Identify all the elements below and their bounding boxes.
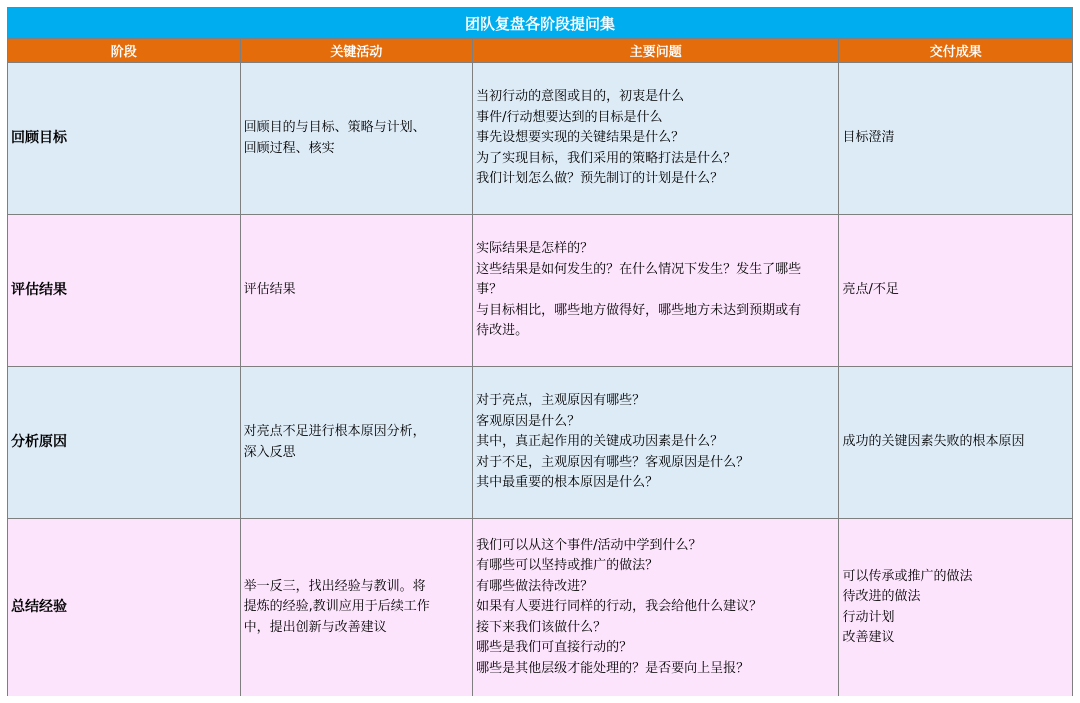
header-questions: 主要问题 (473, 39, 839, 62)
deliverable-line: 成功的关键因素失败的根本原因 (842, 434, 1025, 450)
activity-line: 回顾过程、核实 (243, 140, 335, 156)
deliverable-line: 目标澄清 (842, 130, 895, 146)
question-line: 事件/行动想要达到的目标是什么 (476, 109, 663, 125)
question-line: 我们可以从这个事件/活动中学到什么？ (476, 537, 702, 553)
question-line: 事？ (476, 282, 503, 298)
question-line: 接下来我们该做什么？ (476, 619, 607, 635)
header-deliverables: 交付成果 (929, 45, 982, 60)
question-line: 对于不足，主观原因有哪些？客观原因是什么？ (476, 454, 750, 470)
table-title: 团队复盘各阶段提问集 (8, 8, 1072, 39)
header-stage: 阶段 (8, 39, 241, 62)
activities-cell (241, 215, 474, 366)
question-line: 这些结果是如何发生的？在什么情况下发生？发生了哪些 (476, 261, 802, 277)
question-line: 如果有人要进行同样的行动，我会给他什么建议？ (476, 599, 763, 615)
deliverable-line: 行动计划 (842, 609, 895, 625)
questions-cell (473, 63, 839, 214)
question-line: 有哪些做法待改进？ (476, 578, 594, 594)
question-line: 对于亮点，主观原因有哪些？ (476, 393, 646, 409)
deliverables-cell (839, 519, 1072, 696)
table-row (8, 215, 1072, 367)
table-body (8, 63, 1072, 696)
question-line: 客观原因是什么？ (476, 413, 581, 429)
activities-cell (241, 63, 474, 214)
header-activities: 关键活动 (241, 39, 474, 62)
activity-line: 评估结果 (243, 282, 296, 298)
activities-cell (241, 519, 474, 696)
question-line: 为了实现目标，我们采用的策略打法是什么？ (476, 150, 737, 166)
deliverables-cell (839, 63, 1072, 214)
stage-cell: 分析原因 (8, 367, 241, 518)
review-question-table (7, 7, 1073, 696)
deliverable-line: 待改进的做法 (842, 589, 921, 604)
question-line: 其中最重要的根本原因是什么？ (476, 475, 659, 491)
stage-cell: 评估结果 (8, 215, 241, 366)
deliverables-cell (839, 215, 1072, 366)
activities-cell (241, 367, 474, 518)
question-line: 有哪些可以坚持或推广的做法？ (476, 558, 659, 574)
stage-cell: 回顾目标 (8, 63, 241, 214)
questions-cell (473, 215, 839, 366)
header-row (8, 39, 1072, 63)
deliverable-line: 亮点/不足 (842, 282, 899, 298)
activity-line: 回顾目的与目标、策略与计划、 (243, 120, 426, 135)
question-line: 事先设想要实现的关键结果是什么？ (476, 130, 685, 146)
deliverable-line: 改善建议 (842, 630, 895, 645)
questions-cell (473, 367, 839, 518)
questions-cell (473, 519, 839, 696)
question-line: 哪些是我们可直接行动的？ (476, 640, 633, 656)
deliverables-cell (839, 367, 1072, 518)
question-line: 其中，真正起作用的关键成功因素是什么？ (476, 434, 724, 450)
table-row (8, 63, 1072, 215)
table-row (8, 519, 1072, 696)
question-line: 与目标相比，哪些地方做得好，哪些地方未达到预期或有 (476, 302, 802, 318)
activity-line: 提炼的经验,教训应用于后续工作 (243, 599, 430, 615)
activity-line: 举一反三，找出经验与教训。将 (243, 578, 426, 594)
question-line: 哪些是其他层级才能处理的？是否要向上呈报？ (476, 660, 750, 676)
stage-cell: 总结经验 (8, 519, 241, 696)
question-line: 我们计划怎么做？预先制订的计划是什么？ (476, 171, 724, 187)
question-line: 当初行动的意图或目的，初衷是什么 (476, 89, 685, 105)
deliverable-line: 可以传承或推广的做法 (842, 568, 973, 584)
activity-line: 深入反思 (243, 444, 296, 460)
table-row (8, 367, 1072, 519)
question-line: 待改进。 (476, 323, 529, 339)
activity-line: 对亮点不足进行根本原因分析， (243, 424, 426, 439)
activity-line: 中，提出创新与改善建议 (243, 619, 387, 635)
question-line: 实际结果是怎样的？ (476, 241, 594, 257)
